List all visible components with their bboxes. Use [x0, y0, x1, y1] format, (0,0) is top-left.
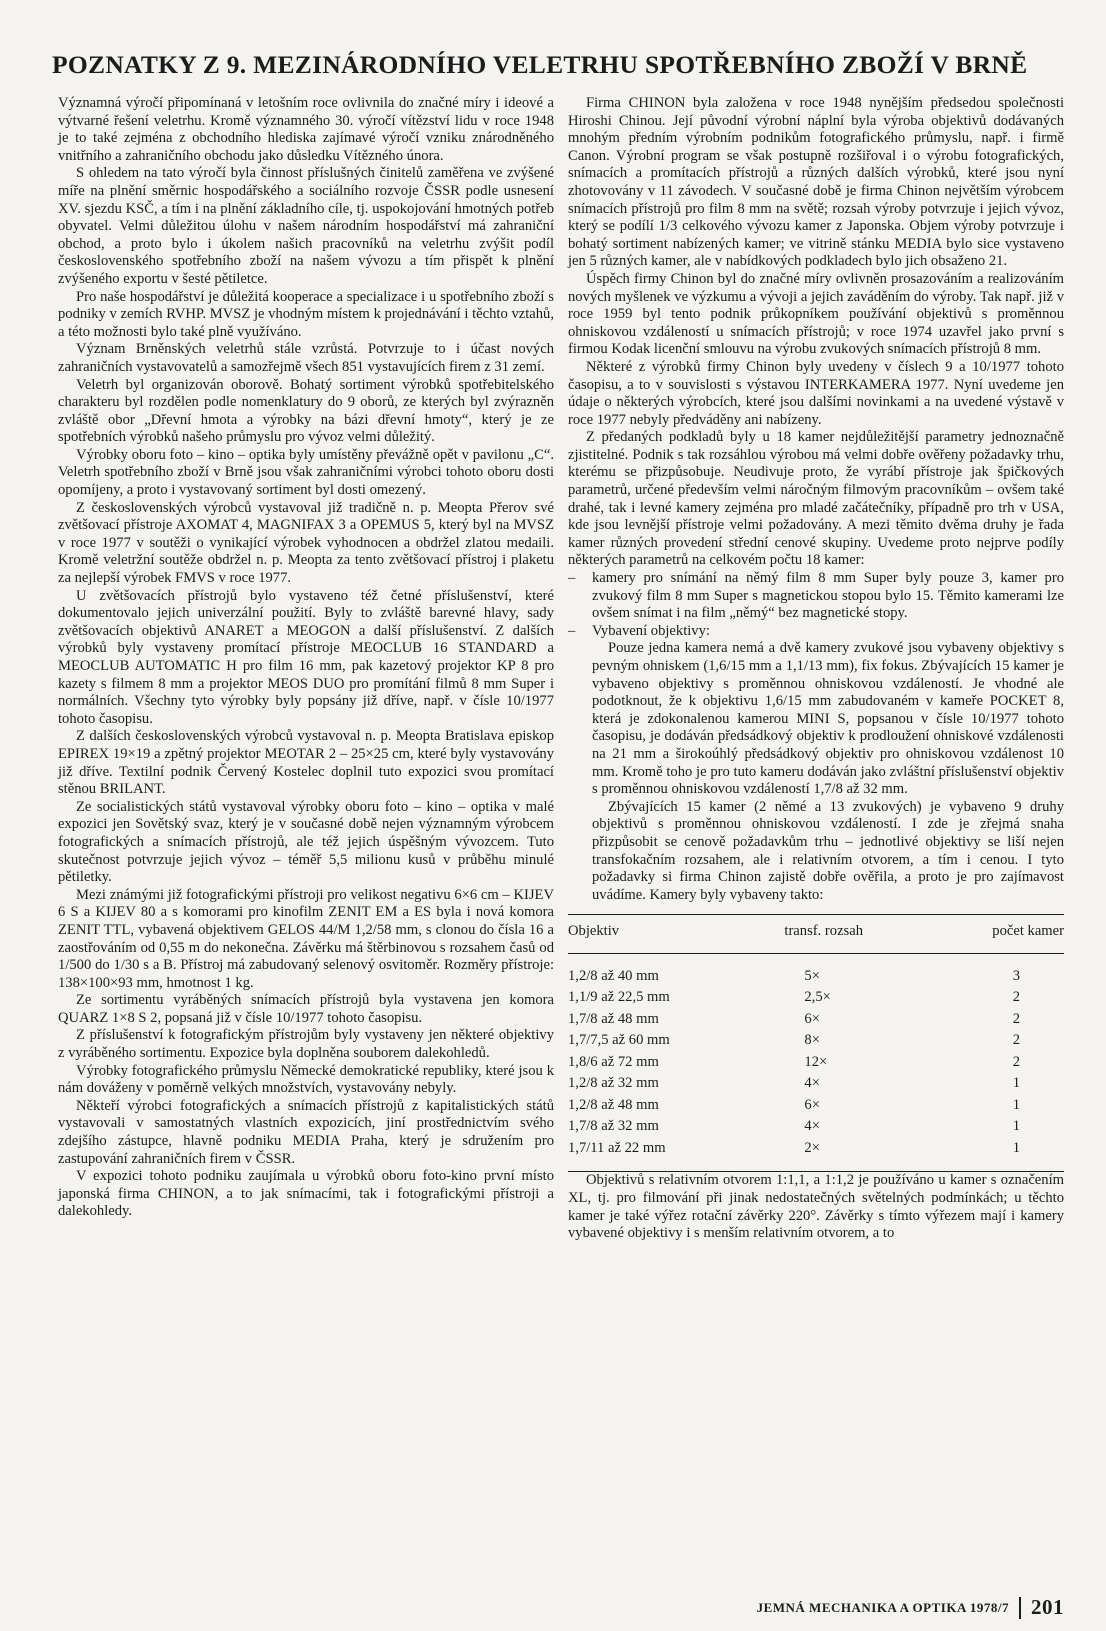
camera-count-cell: 2 — [1012, 1053, 1020, 1070]
lens-cell: 1,7/8 až 48 mm — [568, 1010, 659, 1027]
column-header: Objektiv — [568, 915, 766, 954]
paragraph: Z předaných podkladů byly u 18 kamer nejdůležitější parametry jednoznačně zjistitelné. Podnik s tak rozsáhlou výrobou má velmi dobře ověřeny požadavky trhu, kterému se přizpůsobuje. Neudivuje proto, že vyrábí přístroje jak špičkových parametrů, určené především velmi náročným filmovým pracovníkům – ovšem také drahé, tak i levné kamery zejména pro mladé začátečníky, případně pro trh v USA, kde jsou levnější přístroje velmi požadovány. A mezi těmito dvěma druhy je řada kamer různých provedení střední cenové skupiny. Uvedeme proto nejprve podíly některých parametrů na celkovém počtu 18 kamer: — [568, 429, 1064, 569]
camera-count-cell: 1 — [925, 1138, 1064, 1172]
left-column — [58, 95, 554, 1221]
paragraph: Význam Brněnských veletrhů stále vzrůstá. Potvrzuje to i účast nových zahraničních vystavovatelů a samozřejmě všech 851 vystavujících firem z 31 zemí. — [58, 341, 554, 375]
paragraph: Některé z výrobků firmy Chinon byly uvedeny v číslech 9 a 10/1977 tohoto časopisu, a to v souvislosti s výstavou INTERKAMERA 1977. Nyní uvedeme jen údaje o některých výrobcích, které jsou dalšími novinkami a na uvedené výstavě v roce 1977 nebyly předváděny ani nabízeny. — [568, 358, 1064, 428]
zoom-range-cell: 6× — [804, 1096, 820, 1113]
table-body — [568, 953, 1064, 1172]
lens-cell: 1,1/9 až 22,5 mm — [568, 989, 670, 1006]
lens-cell: 1,7/7,5 až 60 mm — [568, 1032, 670, 1049]
right-column — [568, 95, 1064, 1243]
paragraph: Výrobky fotografického průmyslu Německé demokratické republiky, které jsou k nám dováženy v poměrně velkých množstvích, vystavovány nebyly. — [58, 1062, 554, 1097]
paragraph: Pouze jedna kamera nemá a dvě kamery zvukové jsou vybaveny objektivy s pevným ohniskem (1,6/15 mm a 1,1/13 mm), fix fokus. Zbývajících 15 kamer je vybaveno objektivy s proměnnou ohniskovou vzdáleností. Je vhodné ale podotknout, že k objektivu 1,6/15 mm zabudovaném v kameře POCKET 8, která je zdokonalenou kamerou MINI S, popsanou v čísle 10/1977 tohoto časopisu, je dodáván předsádkový objektiv k prodloužení ohniskové vzdálenosti na 21 mm a širokoúhlý předsádkový objektiv pro ohniskovou vzdálenost 10 mm. Kromě toho je pro tuto kameru dodáván jako zvláštní příslušenství objektiv s proměnnou ohniskovou vzdáleností 1,7/8 až 32 mm. — [592, 640, 1064, 798]
parameter-list — [568, 570, 1064, 904]
zoom-range-cell: 4× — [804, 1118, 820, 1135]
column-header: transf. rozsah — [766, 915, 925, 954]
table-row — [568, 1073, 1064, 1095]
lens-cell: 1,7/11 až 22 mm — [568, 1138, 766, 1172]
table-row — [568, 1009, 1064, 1031]
table-row — [568, 1095, 1064, 1117]
paragraph: Významná výročí připomínaná v letošním roce ovlivnila do značné míry i ideové a výtvarné řešení veletrhu. Kromě významného 30. výročí vítězství lidu v roce 1948 je to také zejména z obchodního hlediska zajímavé výročí vzniku znárodněného vnitřního a zahraničního obchodu jako důsledku Vítězného února. — [58, 95, 554, 164]
journal-name: JEMNÁ MECHANIKA A OPTIKA 1978/7 — [756, 1599, 1009, 1615]
footer-divider — [1019, 1597, 1021, 1619]
zoom-range-cell: 2,5× — [804, 989, 831, 1006]
table-row — [568, 1116, 1064, 1138]
lens-cell: 1,2/8 až 40 mm — [568, 967, 659, 984]
table-row — [568, 987, 1064, 1009]
lens-cell: 1,2/8 až 48 mm — [568, 1096, 659, 1113]
list-item-text: kamery pro snímání na němý film 8 mm Super byly pouze 3, kamer pro zvukový film 8 mm Super s magnetickou stopou bylo 15. Těmito kamerami lze ovšem snímat i na film „němý“ bez magnetické stopy. — [592, 570, 1064, 622]
paragraph: Ze socialistických států vystavoval výrobky oboru foto – kino – optika v malé expozici jen Sovětský svaz, který je v současné době nejen významným výrobcem fotografických a snímacích přístrojů, ale též jejich úspěšným vývozcem. Tuto skutečnost potvrzuje jejich vývoz – téměř 5,5 milionu kusů v průběhu minulé pětiletky. — [58, 798, 554, 886]
zoom-range-cell: 12× — [804, 1053, 828, 1070]
list-dash: – — [568, 570, 576, 587]
paragraph: Objektivů s relativním otvorem 1:1,1, a 1:1,2 je používáno u kamer s označením XL, tj. pro filmování při jinak nedostatečných světelných podmínkách; u těchto kamer je také výřez rotační závěrky 220°. Závěrky s tímto výřezem mají i kamery vybavené objektivy i s menším relativním otvorem, a to — [568, 1172, 1064, 1242]
lens-cell: 1,8/6 až 72 mm — [568, 1053, 659, 1070]
list-dash: – — [568, 622, 576, 639]
article-title: POZNATKY Z 9. MEZINÁRODNÍHO VELETRHU SPOTŘEBNÍHO ZBOŽÍ V BRNĚ — [52, 50, 1028, 79]
table-row — [568, 1052, 1064, 1074]
table-row — [568, 953, 1064, 987]
zoom-range-cell: 6× — [804, 1010, 820, 1027]
list-item-subparagraphs — [592, 640, 1064, 904]
paragraph: Zbývajících 15 kamer (2 němé a 13 zvukových) je vybaveno 9 druhy objektivů s proměnnou ohniskovou vzdáleností. I zde je zřejmá snaha přizpůsobit se cenově požadavkům trhu – jednotlivé objektivy se liší nejen transfokačním rozsahem, ale i relativním otvorem, a tím i cenou. I tyto požadavky si firma Chinon zajistě dobře ověřila, a proto je pro zajímavost uvádíme. Kamery byly vybaveny takto: — [592, 798, 1064, 903]
paragraph: Z dalších československých výrobců vystavoval n. p. Meopta Bratislava episkop EPIREX 19×19 a zpětný projektor MEOTAR 2 – 25×25 cm, které byly vystavovány již dříve. Textilní podnik Červený Kostelec doplnil tuto expozici svou promítací stěnou BRILANT. — [58, 728, 554, 798]
list-item — [568, 623, 1064, 905]
paragraph: Firma CHINON byla založena v roce 1948 nynějším předsedou společnosti Hiroshi Chinou. Její původní výrobní náplní byla výroba objektivů dodávaných mnohým předním výrobním podnikům fotografického průmyslu, např. i firmě Canon. Výrobní program se však postupně rozšiřoval i o výrobu fotografických, snímacích a promítacích přístrojů a různých dalších výrobků, které jsou nyní zhotovovány v 11 závodech. V současné době je firma Chinon největším výrobcem snímacích přístrojů pro film 8 mm na světě; rozsah výroby potvrzuje i jejich vývoz, který se podílí 1/3 celkového vývozu kamer z Japonska. Objem výroby potvrzuje i bohatý sortiment nabízených kamer; ve vitrině stánku MEDIA bylo sice vystaveno jen 5 různých kamer, ale v nabídkových podkladech bylo jich obsaženo 21. — [568, 95, 1064, 270]
lens-table — [568, 914, 1064, 1172]
list-item — [568, 570, 1064, 623]
paragraph: Výrobky oboru foto – kino – optika byly umístěny převážně opět v pavilonu „C“. Veletrh spotřebního zboží v Brně jsou však zahraničními výrobci tohoto oboru dosti opomíjeny, a proto i vystavovaný sortiment byl dosti omezený. — [58, 446, 554, 499]
paragraph: Úspěch firmy Chinon byl do značné míry ovlivněn prosazováním a realizováním nových myšlenek ve výzkumu a vývoji a jejich zaváděním do výroby. Tak např. již v roce 1959 byl tento podnik průkopníkem používání objektivů s proměnnou ohniskovou vzdáleností u snímacích přístrojů; v roce 1974 uzavřel jako první s firmou Kodak licenční smlouvu na výrobu zvukových snímacích přístrojů 8 mm. — [568, 270, 1064, 358]
camera-count-cell: 2 — [1012, 1032, 1020, 1049]
table-row — [568, 1030, 1064, 1052]
paragraph: Mezi známými již fotografickými přístroji pro velikost negativu 6×6 cm – KIJEV 6 S a KIJEV 80 a s komorami pro kinofilm ZENIT EM a ES byla i nová komora ZENIT TTL, vybavená objektivem GELOS 44/M 1,2/58 mm, s clonou do čísla 16 a zaostřováním od 0,55 m do nekonečna. Závěrku má štěrbinovou s rozsahem časů od 1/500 do 1/30 s a B. Přístroj má zabudovaný selenový osvitoměr. Rozměry přístroje: 138×100×93 mm, hmotnost 1 kg. — [58, 886, 554, 991]
camera-count-cell: 2 — [1012, 989, 1020, 1006]
lens-cell: 1,2/8 až 32 mm — [568, 1075, 659, 1092]
page-footer — [718, 1595, 1064, 1620]
paragraph: Z československých výrobců vystavoval již tradičně n. p. Meopta Přerov své zvětšovací přístroje AXOMAT 4, MAGNIFAX 3 a OPEMUS 5, který byl na MVSZ v roce 1977 v soutěži o vynikající výrobek vyhodnocen a obdržel zlatou medaili. Kromě veletržní soutěže obdržel n. p. Meopta za tento zvětšovací přístroj i plaketu za nejlepší výrobek FMVS v roce 1977. — [58, 499, 554, 587]
paragraph: Pro naše hospodářství je důležitá kooperace a specializace i u spotřebního zboží s podniky v zemích RVHP. MVSZ je vhodným místem k projednávání i těchto vztahů, a této možnosti bylo také plně využíváno. — [58, 288, 554, 340]
camera-count-cell: 1 — [1012, 1075, 1020, 1092]
paragraph: S ohledem na tato výročí byla činnost příslušných činitelů zaměřena ve zvýšené míře na plnění směrnic hospodářského a sociálního rozvoje ČSSR podle usnesení XV. sjezdu KSČ, a tím i na plnění základního cíle, tj. uspokojování hmotných potřeb obyvatel. Velmi důležitou úlohu v našem národním hospodářství má zahraniční obchod, a proto bylo i úkolem našich pracovníků na veletrhu zvýšit podíl československého spotřebního zboží na našem vývozu a tím přispět k plnění zvýšeného exportu v šesté pětiletce. — [58, 165, 554, 287]
zoom-range-cell: 4× — [804, 1075, 820, 1092]
table-row — [568, 1138, 1064, 1172]
zoom-range-cell: 8× — [804, 1032, 820, 1049]
table-header-row — [568, 915, 1064, 954]
lens-cell: 1,7/8 až 32 mm — [568, 1118, 659, 1135]
column-header: počet kamer — [925, 915, 1064, 954]
zoom-range-cell: 2× — [766, 1138, 925, 1172]
camera-count-cell: 2 — [1012, 1010, 1020, 1027]
camera-count-cell: 3 — [1012, 967, 1020, 984]
list-item-text: Vybavení objektivy: — [592, 622, 710, 639]
paragraph: V expozici tohoto podniku zaujímala u výrobků oboru foto-kino první místo japonská firma CHINON, a to jak snímacími, tak i fotografickými přístroji a dalekohledy. — [58, 1168, 554, 1220]
page-number: 201 — [1031, 1595, 1064, 1619]
paragraph: U zvětšovacích přístrojů bylo vystaveno též četné příslušenství, které dokumentovalo jejich univerzální použití. Byly to zvláště barevné hlavy, sady zvětšovacích objektivů ANARET a MEOGON a další příslušenství. Z dalších výrobků byly vystaveny promítací přístroje MEOCLUB 16 STANDARD a MEOCLUB AUTOMATIC H pro film 16 mm, pak kazetový projektor KP 8 pro kazety s filmem 8 mm a projektor MEOS DUO pro promítání filmů 8 mm Super i normálních. Všechny tyto výrobky byly popsány již dříve, např. v čísle 10/1977 tohoto časopisu. — [58, 587, 554, 727]
paragraph: Veletrh byl organizován oborově. Bohatý sortiment výrobků spotřebitelského charakteru byl rozdělen podle nomenklatury do 9 oborů, ze kterých byl zvýrazněn zvláště obor „Dřevní hmota a výrobky na bázi dřevní hmoty“, který je ze spotřebních výrobků našeho průmyslu pro vývoz velmi důležitý. — [58, 376, 554, 446]
camera-count-cell: 1 — [1012, 1096, 1020, 1113]
zoom-range-cell: 5× — [804, 967, 820, 984]
camera-count-cell: 1 — [1012, 1118, 1020, 1135]
paragraph: Ze sortimentu vyráběných snímacích přístrojů byla vystavena jen komora QUARZ 1×8 S 2, popsaná již v čísle 10/1977 tohoto časopisu. — [58, 992, 554, 1026]
paragraph: Někteří výrobci fotografických a snímacích přístrojů z kapitalistických států vystavovali v samostatných vlastních expozicích, jiní prostřednictvím svého zdejšího zástupce, hlavně podniku MEDIA Praha, který je sdružením pro zastupování zahraničních firem v ČSSR. — [58, 1097, 554, 1167]
paragraph: Z příslušenství k fotografickým přístrojům byly vystaveny jen některé objektivy z vyráběného sortimentu. Expozice byla doplněna souborem dalekohledů. — [58, 1027, 554, 1062]
